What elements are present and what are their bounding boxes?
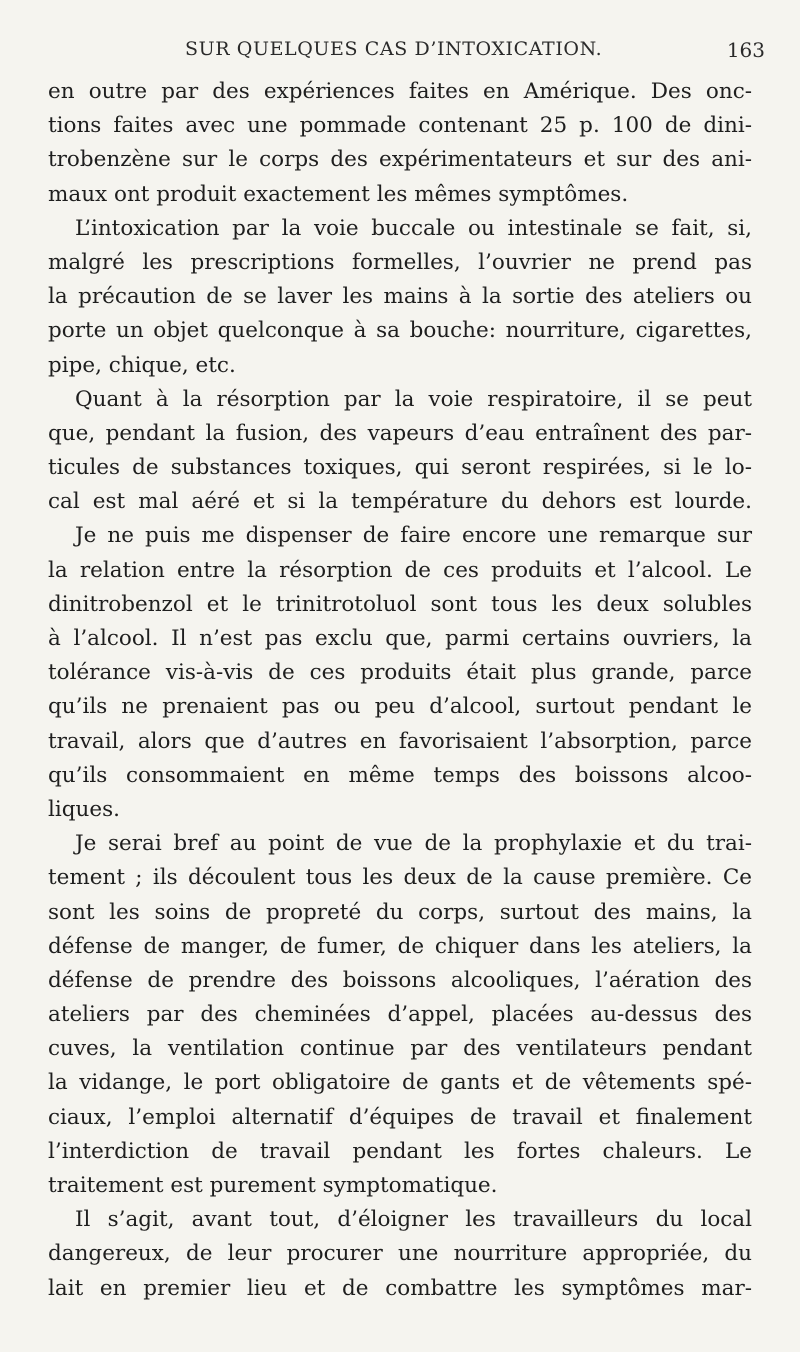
body-text: [48, 75, 752, 1306]
text-line: ciaux, l’emploi alternatif d’équipes de travail et finalement: [48, 1104, 752, 1130]
text-line: que, pendant la fusion, des vapeurs d’eau entraînent des par-: [48, 420, 752, 446]
paragraph-start-line: Je serai bref au point de vue de la prophylaxie et du trai-: [75, 831, 752, 857]
text-line: l’interdiction de travail pendant les fortes chaleurs. Le: [48, 1138, 752, 1164]
text-line: défense de prendre des boissons alcooliques, l’aération des: [48, 967, 752, 993]
text-line: maux ont produit exactement les mêmes symptômes.: [48, 181, 629, 207]
text-line: qu’ils consommaient en même temps des boissons alcoo-: [48, 762, 752, 788]
text-line: dangereux, de leur procurer une nourriture appropriée, du: [48, 1241, 752, 1267]
text-line: ateliers par des cheminées d’appel, placées au-dessus des: [48, 1002, 752, 1028]
text-line: tolérance vis-à-vis de ces produits était plus grande, parce: [48, 660, 752, 686]
text-line: porte un objet quelconque à sa bouche: nourriture, cigarettes,: [48, 318, 752, 344]
text-line: sont les soins de propreté du corps, surtout des mains, la: [48, 899, 752, 925]
paragraph-start-line: Il s’agit, avant tout, d’éloigner les travailleurs du local: [75, 1207, 752, 1233]
text-line: qu’ils ne prenaient pas ou peu d’alcool, surtout pendant le: [48, 694, 752, 720]
text-line: cuves, la ventilation continue par des ventilateurs pendant: [48, 1036, 752, 1062]
paragraph-start-line: L’intoxication par la voie buccale ou intestinale se fait, si,: [75, 215, 752, 241]
text-line: ticules de substances toxiques, qui seront respirées, si le lo-: [48, 455, 752, 481]
text-line: traitement est purement symptomatique.: [48, 1173, 498, 1198]
text-line: à l’alcool. Il n’est pas exclu que, parmi certains ouvriers, la: [48, 626, 752, 651]
paragraph-start-line: Quant à la résorption par la voie respiratoire, il se peut: [75, 386, 752, 412]
text-line: la relation entre la résorption de ces produits et l’alcool. Le: [48, 557, 752, 583]
text-line: tement ; ils découlent tous les deux de la cause première. Ce: [48, 865, 752, 891]
text-line: pipe, chique, etc.: [48, 352, 236, 378]
page-number: 163: [726, 38, 765, 62]
text-line: malgré les prescriptions formelles, l’ouvrier ne prend pas: [48, 249, 752, 275]
text-line: la précaution de se laver les mains à la sortie des ateliers ou: [48, 284, 752, 310]
text-line: cal est mal aéré et si la température du dehors est lourde.: [48, 489, 752, 515]
running-title: SUR QUELQUES CAS D’INTOXICATION.: [185, 38, 603, 60]
text-line: tions faites avec une pommade contenant 25 p. 100 de dini-: [48, 113, 752, 139]
text-line: la vidange, le port obligatoire de gants et de vêtements spé-: [48, 1070, 752, 1096]
text-line: dinitrobenzol et le trinitrotoluol sont tous les deux solubles: [48, 591, 752, 617]
running-head: [185, 38, 765, 70]
text-line: en outre par des expériences faites en Amérique. Des onc-: [48, 79, 752, 104]
text-line: trobenzène sur le corps des expérimentateurs et sur des ani-: [48, 147, 752, 173]
text-line: lait en premier lieu et de combattre les symptômes mar-: [48, 1275, 752, 1301]
text-line: travail, alors que d’autres en favorisaient l’absorption, parce: [48, 728, 752, 754]
text-line: défense de manger, de fumer, de chiquer dans les ateliers, la: [48, 933, 752, 959]
paragraph-start-line: Je ne puis me dispenser de faire encore une remarque sur: [75, 523, 752, 549]
text-line: liques.: [48, 796, 120, 822]
